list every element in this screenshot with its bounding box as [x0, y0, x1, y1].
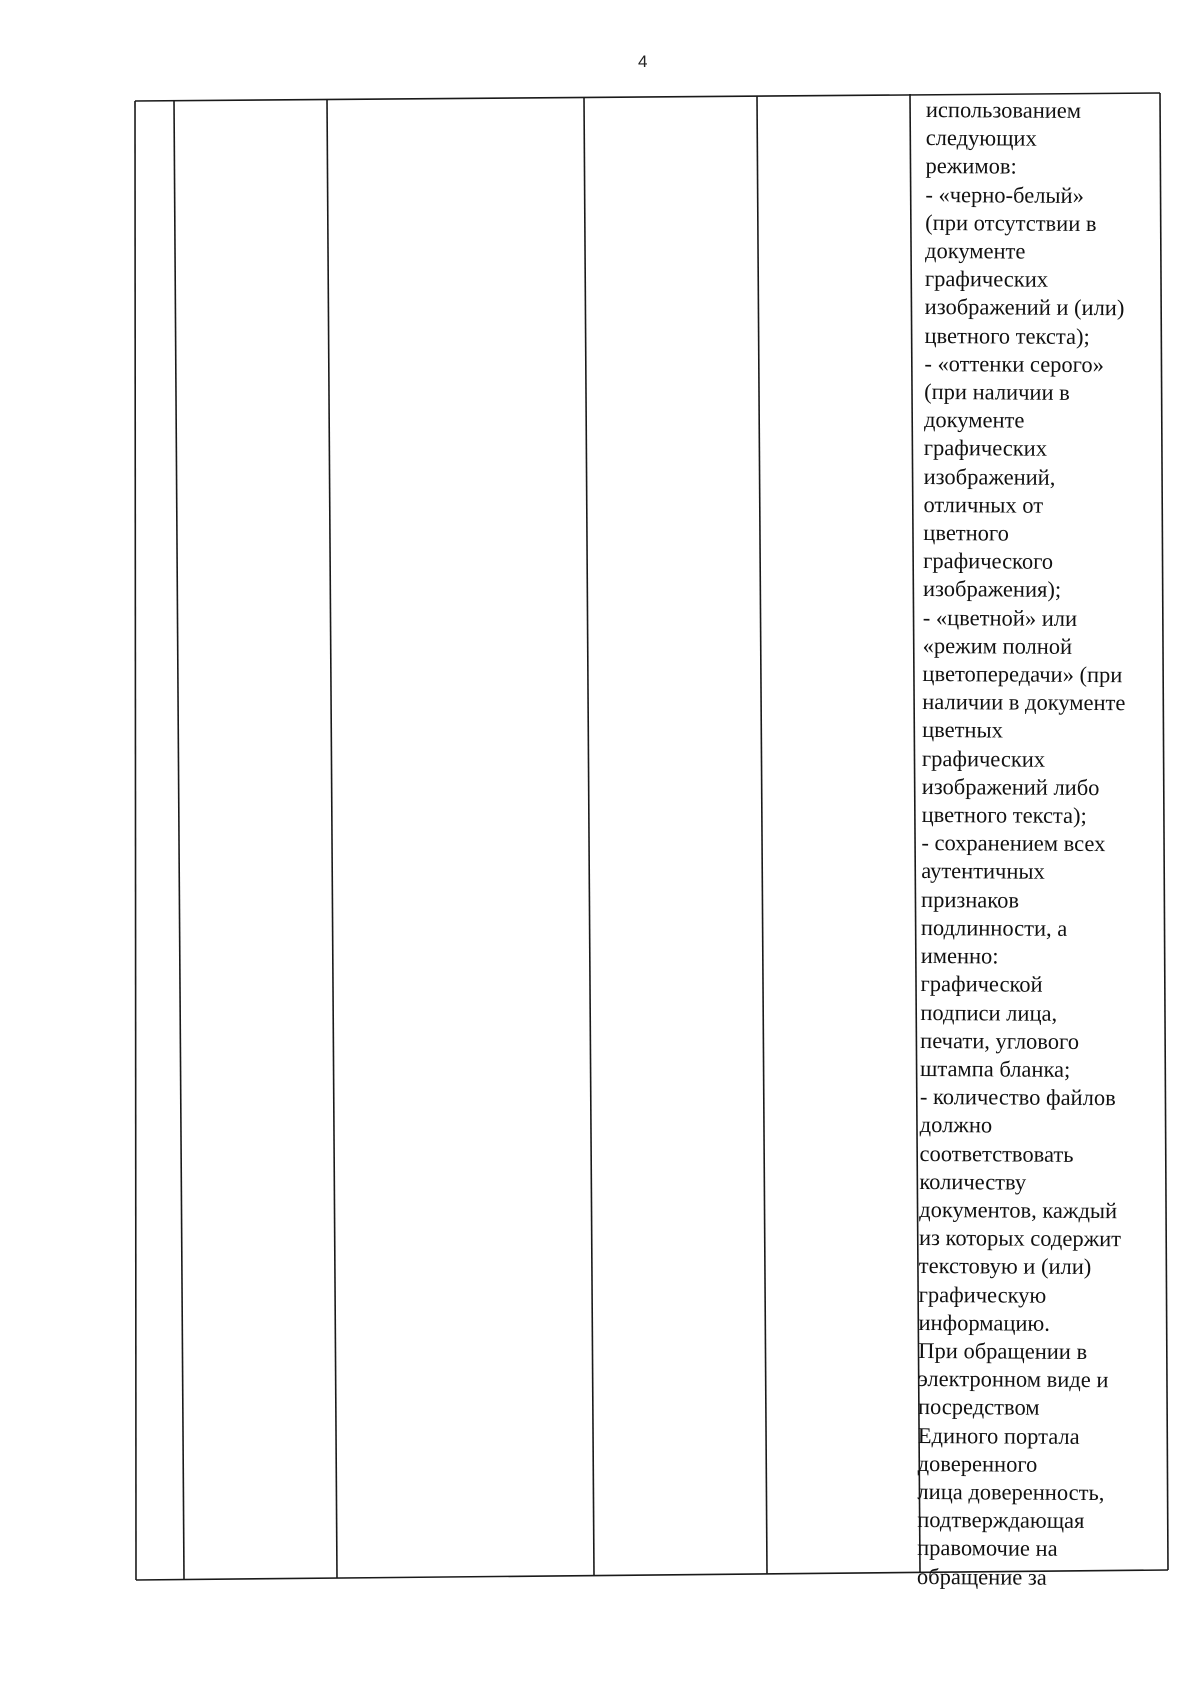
column-divider-1	[174, 100, 184, 1579]
cell-text-line: режимов:	[925, 153, 1017, 179]
column-divider-3	[584, 97, 594, 1576]
cell-text-line: (при наличии в	[924, 379, 1070, 405]
cell-text-line: документов, каждый	[919, 1196, 1118, 1224]
cell-text-line: - «цветной» или	[922, 604, 1078, 631]
cell-text-line: аутентичных	[921, 858, 1045, 885]
column-divider-4	[757, 96, 767, 1574]
cell-text-line: графического	[923, 548, 1054, 575]
cell-text-line: именно:	[920, 943, 999, 969]
last-column-cell	[917, 96, 1166, 1592]
cell-text-line: отличных от	[923, 491, 1044, 518]
cell-text-line: электронном виде и	[918, 1366, 1109, 1393]
cell-text-line: (при отсутствии в	[925, 209, 1097, 236]
cell-text-line: цветопередачи» (при	[922, 661, 1123, 688]
cell-text-line: наличии в документе	[922, 689, 1126, 716]
cell-text-line: - «черно-белый»	[925, 181, 1084, 208]
cell-text-line: обращение за	[916, 1563, 1047, 1590]
cell-text-line: подлинности, а	[920, 914, 1068, 941]
cell-text-line: - сохранением всех	[921, 830, 1106, 857]
cell-text-line: правомочие на	[917, 1535, 1058, 1562]
cell-text-line: - «оттенки серого»	[924, 350, 1104, 377]
page-number: 4	[638, 52, 648, 71]
cell-text-line: лица доверенность,	[917, 1478, 1105, 1506]
cell-text-line: графических	[923, 435, 1048, 462]
cell-text-line: соответствовать	[919, 1140, 1074, 1167]
column-divider-2	[327, 99, 337, 1578]
cell-text-line: использованием	[925, 96, 1082, 123]
cell-text-line: «режим полной	[922, 632, 1073, 659]
cell-text-line: графических	[924, 266, 1049, 292]
cell-text-line: Единого портала	[917, 1422, 1080, 1449]
cell-text-line: следующих	[925, 125, 1037, 151]
cell-text-line: штампа бланка;	[919, 1055, 1071, 1082]
cell-text-line: изображений и (или)	[924, 294, 1125, 321]
cell-text-line: графических	[921, 745, 1046, 772]
cell-text-line: из которых содержит	[918, 1225, 1122, 1252]
cell-text-line: цветного текста);	[924, 322, 1090, 349]
cell-text-line: изображения);	[922, 576, 1062, 603]
cell-text-line: При обращении в	[918, 1337, 1088, 1364]
cell-text-line: печати, углового	[920, 1027, 1080, 1054]
cell-text-line: цветного	[923, 520, 1009, 546]
cell-text-line: документе	[923, 407, 1025, 433]
cell-text-line: должно	[919, 1112, 993, 1138]
cell-text-line: количеству	[919, 1168, 1027, 1195]
cell-text-line: подтверждающая	[917, 1507, 1085, 1534]
cell-text-line: графическую	[918, 1281, 1047, 1308]
cell-text-line: подписи лица,	[920, 999, 1058, 1026]
cell-text-line: доверенного	[917, 1450, 1038, 1477]
cell-text-line: признаков	[921, 886, 1020, 913]
cell-text-line: документе	[924, 238, 1026, 264]
cell-text-line: цветного текста);	[921, 802, 1087, 829]
cell-text-line: посредством	[917, 1394, 1040, 1421]
cell-text-line: текстовую и (или)	[918, 1253, 1092, 1280]
cell-text-line: изображений,	[923, 463, 1056, 490]
cell-text-line: информацию.	[918, 1309, 1051, 1336]
table-left-border	[135, 101, 136, 1580]
cell-text-line: - количество файлов	[919, 1084, 1116, 1111]
cell-text-line: цветных	[922, 717, 1003, 743]
cell-text-line: графической	[920, 971, 1043, 998]
cell-text-line: изображений либо	[921, 773, 1100, 800]
